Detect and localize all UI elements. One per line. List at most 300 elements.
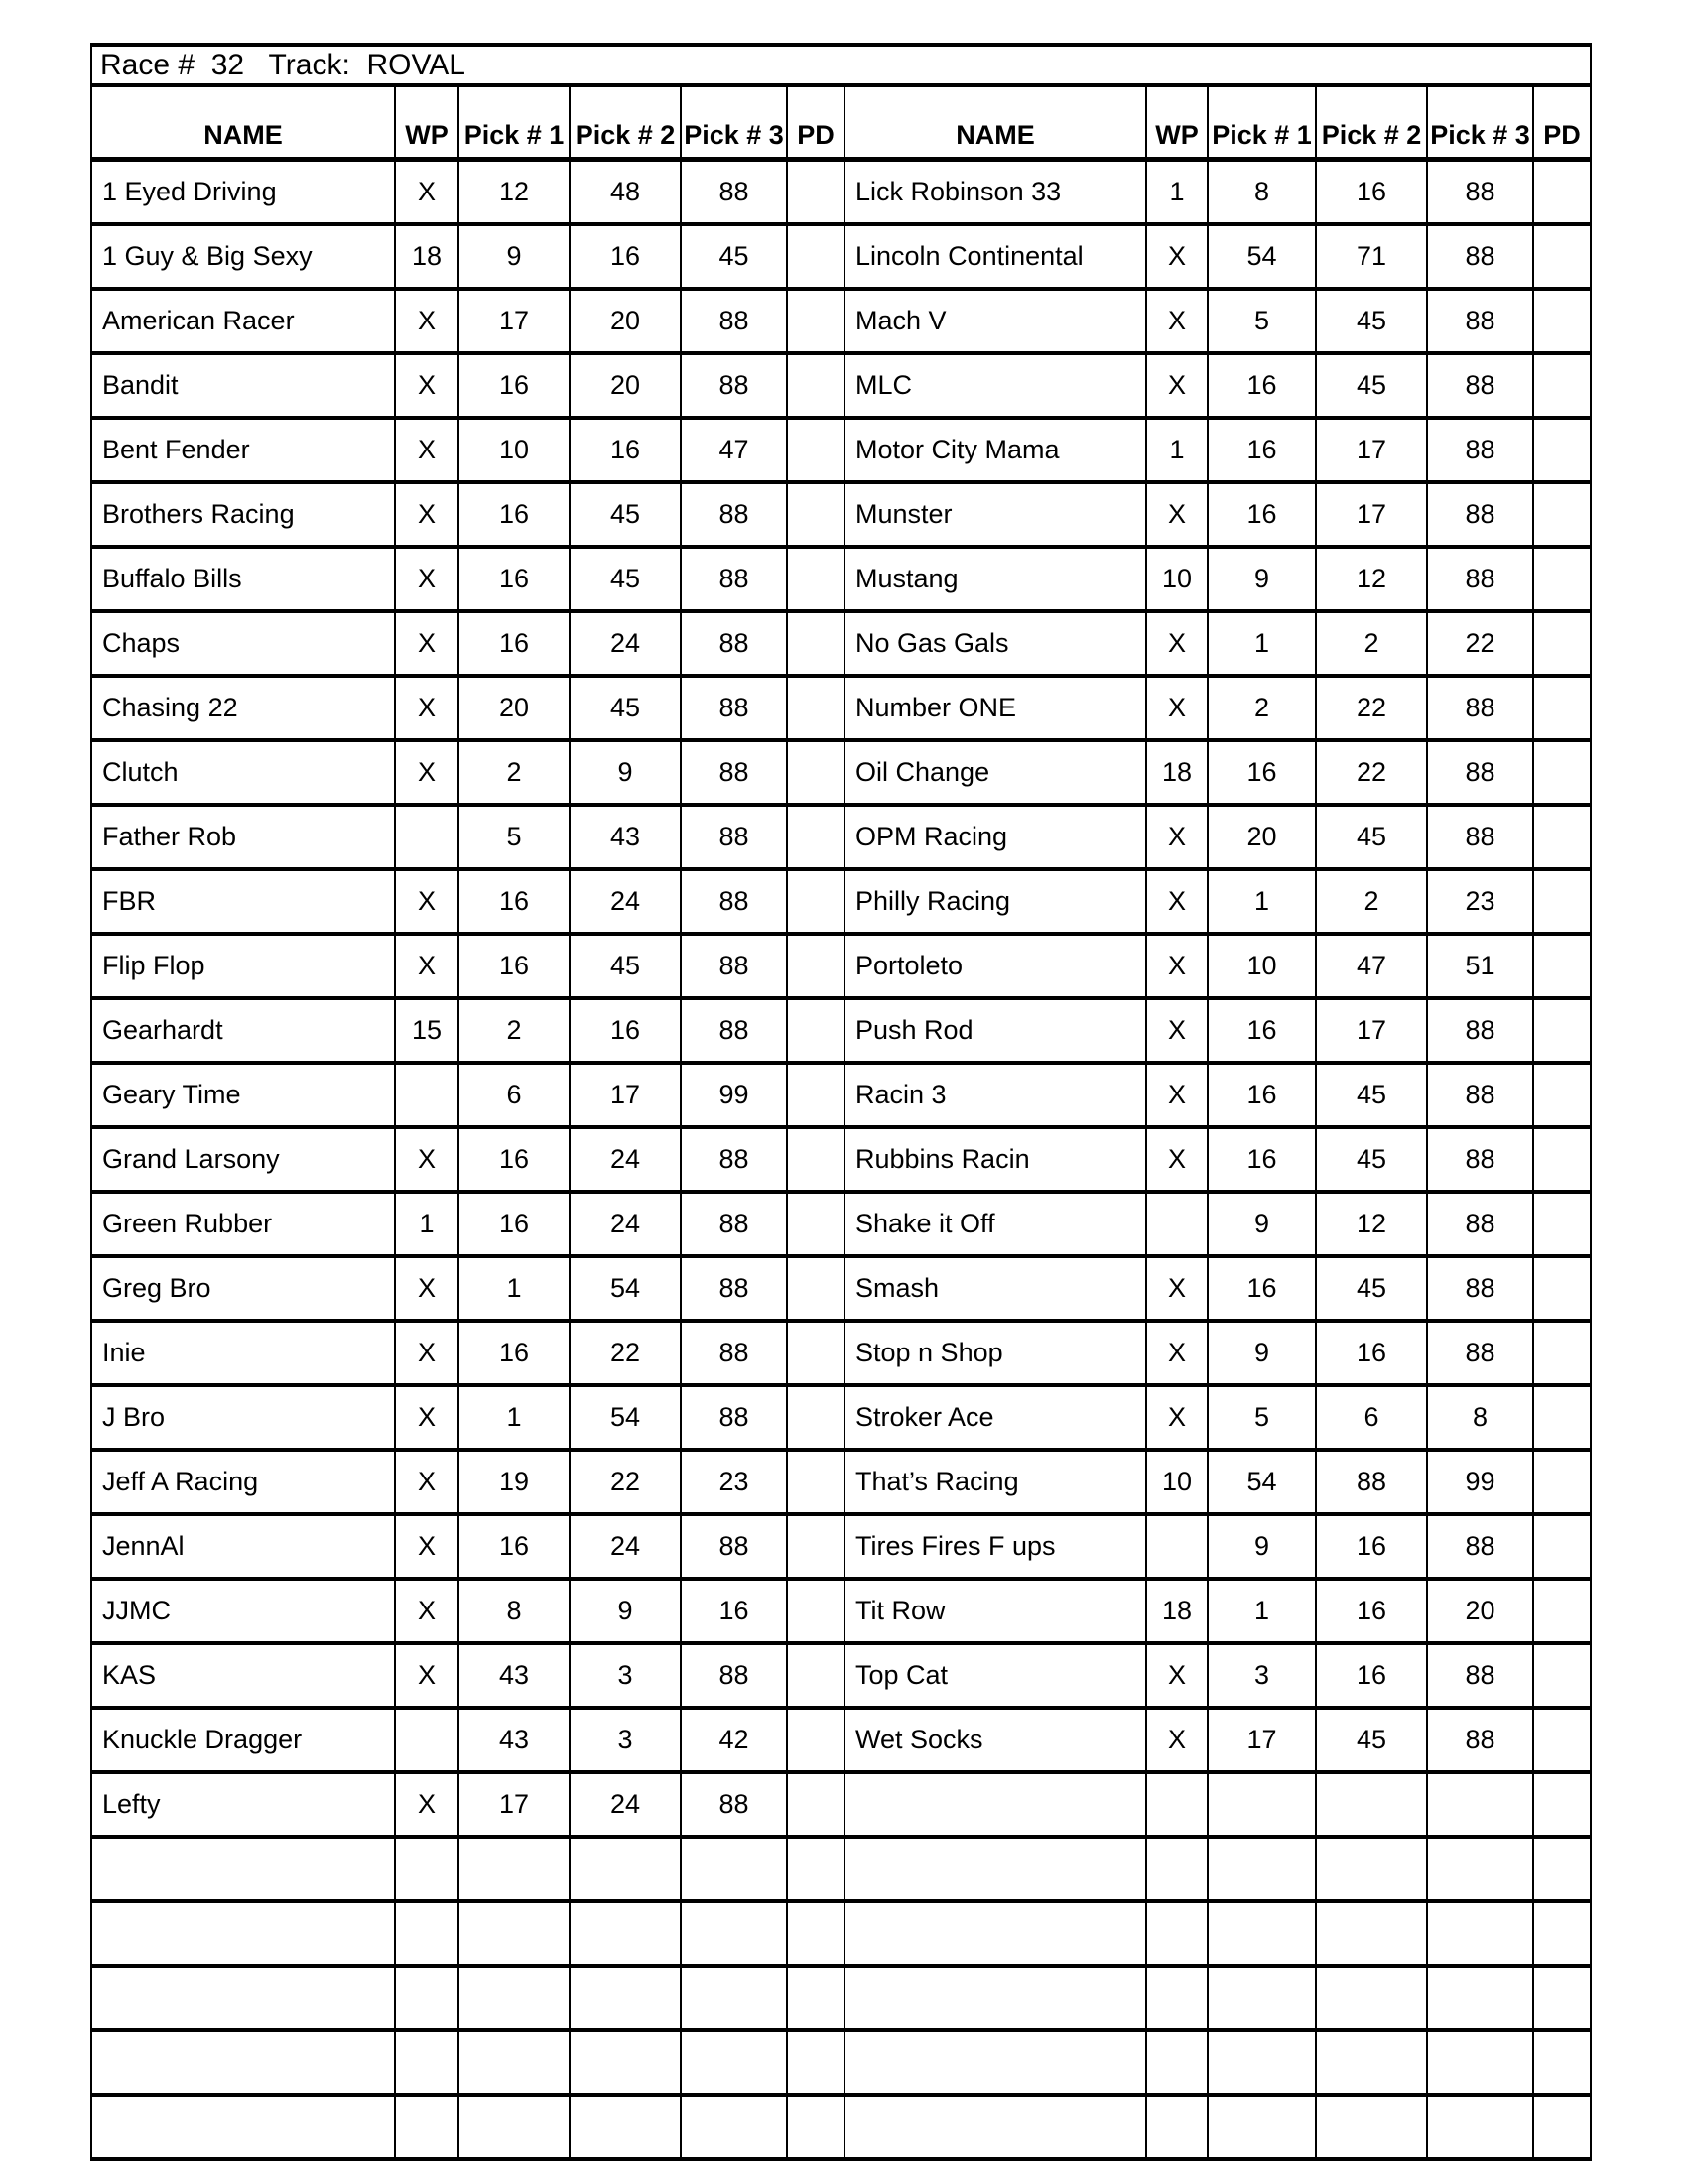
table-row — [91, 1385, 1591, 1450]
table-row — [91, 289, 1591, 353]
pick2-cell — [1316, 2095, 1427, 2159]
pd-cell — [787, 289, 844, 353]
table-row — [91, 1901, 1591, 1966]
pick2-cell: 24 — [570, 1772, 681, 1837]
pick3-cell: 88 — [1427, 1321, 1533, 1385]
pd-cell — [787, 418, 844, 482]
wp-cell: X — [395, 1127, 458, 1192]
pick2-cell: 88 — [1316, 1450, 1427, 1514]
pick3-cell: 88 — [681, 547, 787, 611]
pick2-cell: 48 — [570, 160, 681, 224]
wp-cell — [1146, 1514, 1208, 1579]
wp-cell: X — [1146, 353, 1208, 418]
table-row — [91, 1192, 1591, 1256]
wp-cell — [395, 1708, 458, 1772]
table-row — [91, 1321, 1591, 1385]
pick1-cell — [1208, 2095, 1316, 2159]
table-row — [91, 547, 1591, 611]
pd-cell — [787, 1321, 844, 1385]
name-cell: JJMC — [91, 1579, 395, 1643]
pd-cell — [787, 1514, 844, 1579]
pd-cell — [787, 1256, 844, 1321]
pick3-cell: 88 — [681, 869, 787, 934]
pd-cell — [787, 547, 844, 611]
pick1-cell: 2 — [458, 998, 570, 1063]
table-row — [91, 2095, 1591, 2159]
pd-cell — [1533, 998, 1591, 1063]
pick1-cell: 16 — [1208, 353, 1316, 418]
pick2-cell: 54 — [570, 1385, 681, 1450]
pd-cell — [1533, 869, 1591, 934]
pick2-cell — [1316, 1966, 1427, 2030]
pick3-cell — [1427, 1837, 1533, 1901]
pd-cell — [787, 353, 844, 418]
pd-cell — [1533, 1450, 1591, 1514]
pick2-cell: 16 — [570, 998, 681, 1063]
pick2-cell — [1316, 1901, 1427, 1966]
pd-cell — [1533, 934, 1591, 998]
pick2-cell: 9 — [570, 740, 681, 805]
pick2-cell: 17 — [570, 1063, 681, 1127]
pick3-cell: 88 — [681, 805, 787, 869]
pick2-cell: 45 — [1316, 1127, 1427, 1192]
wp-cell: X — [395, 289, 458, 353]
wp-cell: X — [395, 676, 458, 740]
pick1-cell: 1 — [458, 1256, 570, 1321]
table-row — [91, 1837, 1591, 1901]
pick2-cell: 45 — [570, 934, 681, 998]
pick2-cell: 71 — [1316, 224, 1427, 289]
name-cell: No Gas Gals — [844, 611, 1146, 676]
table-row — [91, 2030, 1591, 2095]
pick2-cell: 12 — [1316, 547, 1427, 611]
name-cell — [91, 1837, 395, 1901]
wp-cell: X — [395, 934, 458, 998]
wp-cell — [1146, 1192, 1208, 1256]
pick3-cell: 88 — [1427, 1063, 1533, 1127]
pd-cell — [1533, 1127, 1591, 1192]
pick3-cell: 88 — [1427, 805, 1533, 869]
pick3-cell: 88 — [681, 1772, 787, 1837]
name-cell — [91, 2095, 395, 2159]
pick3-cell: 88 — [1427, 160, 1533, 224]
pick2-cell: 45 — [570, 676, 681, 740]
pd-cell — [787, 998, 844, 1063]
pick2-cell: 45 — [1316, 1063, 1427, 1127]
wp-cell: 10 — [1146, 547, 1208, 611]
column-header: Pick # 1 — [1208, 85, 1316, 160]
pd-cell — [787, 160, 844, 224]
pd-cell — [1533, 1514, 1591, 1579]
pick3-cell: 88 — [1427, 676, 1533, 740]
pick3-cell: 88 — [1427, 1256, 1533, 1321]
wp-cell: X — [395, 1256, 458, 1321]
pick3-cell: 88 — [1427, 1127, 1533, 1192]
pick1-cell: 54 — [1208, 1450, 1316, 1514]
pick2-cell: 17 — [1316, 998, 1427, 1063]
pick2-cell: 22 — [570, 1450, 681, 1514]
pick2-cell: 45 — [1316, 805, 1427, 869]
pick2-cell — [1316, 1772, 1427, 1837]
pick2-cell: 45 — [1316, 353, 1427, 418]
pick1-cell: 16 — [458, 353, 570, 418]
pick1-cell: 9 — [1208, 1514, 1316, 1579]
wp-cell — [1146, 1966, 1208, 2030]
pick2-cell: 16 — [570, 418, 681, 482]
wp-cell: 1 — [1146, 418, 1208, 482]
pick1-cell: 16 — [1208, 1063, 1316, 1127]
pd-cell — [1533, 740, 1591, 805]
pick1-cell — [458, 2030, 570, 2095]
wp-cell: X — [395, 1385, 458, 1450]
column-header: PD — [787, 85, 844, 160]
pd-cell — [1533, 1643, 1591, 1708]
pick1-cell: 1 — [1208, 1579, 1316, 1643]
pd-cell — [1533, 482, 1591, 547]
pick1-cell: 16 — [458, 482, 570, 547]
name-cell: American Racer — [91, 289, 395, 353]
pick1-cell: 12 — [458, 160, 570, 224]
pd-cell — [787, 2030, 844, 2095]
name-cell — [844, 1966, 1146, 2030]
pd-cell — [1533, 547, 1591, 611]
wp-cell: X — [395, 869, 458, 934]
table-row — [91, 482, 1591, 547]
pick1-cell: 16 — [1208, 482, 1316, 547]
wp-cell — [1146, 2030, 1208, 2095]
pick2-cell: 24 — [570, 1192, 681, 1256]
pick3-cell: 88 — [1427, 482, 1533, 547]
table-row — [91, 1579, 1591, 1643]
pick2-cell: 16 — [1316, 1643, 1427, 1708]
pd-cell — [787, 1966, 844, 2030]
name-cell: J Bro — [91, 1385, 395, 1450]
pd-cell — [1533, 2095, 1591, 2159]
pd-cell — [787, 224, 844, 289]
pick3-cell: 16 — [681, 1579, 787, 1643]
wp-cell: X — [1146, 611, 1208, 676]
wp-cell — [395, 1837, 458, 1901]
name-cell: Inie — [91, 1321, 395, 1385]
pick1-cell — [458, 1837, 570, 1901]
pick3-cell: 88 — [1427, 547, 1533, 611]
wp-cell: 1 — [395, 1192, 458, 1256]
wp-cell — [1146, 1837, 1208, 1901]
pick1-cell: 2 — [1208, 676, 1316, 740]
name-cell: Mach V — [844, 289, 1146, 353]
wp-cell: X — [395, 1579, 458, 1643]
pick2-cell — [570, 1837, 681, 1901]
pick1-cell — [1208, 2030, 1316, 2095]
pd-cell — [1533, 418, 1591, 482]
pick2-cell — [570, 2030, 681, 2095]
column-header: Pick # 1 — [458, 85, 570, 160]
pick1-cell: 16 — [458, 1192, 570, 1256]
pick3-cell — [1427, 1966, 1533, 2030]
table-row — [91, 353, 1591, 418]
pick2-cell: 3 — [570, 1643, 681, 1708]
pick1-cell: 16 — [458, 547, 570, 611]
wp-cell: X — [395, 1772, 458, 1837]
pd-cell — [1533, 353, 1591, 418]
pick2-cell: 20 — [570, 289, 681, 353]
pick2-cell: 24 — [570, 611, 681, 676]
name-cell: Munster — [844, 482, 1146, 547]
pick1-cell: 2 — [458, 740, 570, 805]
wp-cell: 15 — [395, 998, 458, 1063]
name-cell: JennAl — [91, 1514, 395, 1579]
pick3-cell: 88 — [1427, 1514, 1533, 1579]
pick1-cell: 6 — [458, 1063, 570, 1127]
table-row — [91, 998, 1591, 1063]
pick3-cell: 20 — [1427, 1579, 1533, 1643]
pick2-cell: 16 — [1316, 1514, 1427, 1579]
name-cell: Top Cat — [844, 1643, 1146, 1708]
name-cell: Stop n Shop — [844, 1321, 1146, 1385]
name-cell: OPM Racing — [844, 805, 1146, 869]
pick3-cell: 51 — [1427, 934, 1533, 998]
pick3-cell: 88 — [681, 353, 787, 418]
name-cell: Oil Change — [844, 740, 1146, 805]
pick2-cell: 16 — [570, 224, 681, 289]
pd-cell — [1533, 1901, 1591, 1966]
pick1-cell: 20 — [1208, 805, 1316, 869]
pick2-cell: 43 — [570, 805, 681, 869]
name-cell: 1 Eyed Driving — [91, 160, 395, 224]
pd-cell — [787, 676, 844, 740]
wp-cell: 10 — [1146, 1450, 1208, 1514]
pd-cell — [787, 1708, 844, 1772]
name-cell: Gearhardt — [91, 998, 395, 1063]
pd-cell — [1533, 611, 1591, 676]
wp-cell: 18 — [395, 224, 458, 289]
wp-cell: X — [1146, 224, 1208, 289]
pd-cell — [1533, 1385, 1591, 1450]
name-cell — [844, 1901, 1146, 1966]
pick3-cell — [681, 1966, 787, 2030]
pick1-cell — [1208, 1966, 1316, 2030]
pick2-cell: 24 — [570, 1127, 681, 1192]
wp-cell — [1146, 1901, 1208, 1966]
name-cell — [844, 2030, 1146, 2095]
table-row — [91, 676, 1591, 740]
pick1-cell: 8 — [1208, 160, 1316, 224]
pd-cell — [1533, 2030, 1591, 2095]
pick3-cell: 88 — [681, 160, 787, 224]
pick2-cell: 24 — [570, 869, 681, 934]
name-cell: Brothers Racing — [91, 482, 395, 547]
pd-cell — [787, 740, 844, 805]
pd-cell — [787, 1127, 844, 1192]
pd-cell — [787, 1772, 844, 1837]
pick1-cell: 16 — [458, 1321, 570, 1385]
pick1-cell: 16 — [1208, 418, 1316, 482]
pick2-cell: 17 — [1316, 482, 1427, 547]
table-row — [91, 869, 1591, 934]
pick1-cell: 16 — [458, 1127, 570, 1192]
wp-cell: X — [395, 160, 458, 224]
wp-cell — [1146, 2095, 1208, 2159]
pd-cell — [1533, 160, 1591, 224]
pd-cell — [787, 1579, 844, 1643]
column-header: NAME — [91, 85, 395, 160]
pick3-cell — [1427, 2095, 1533, 2159]
name-cell: KAS — [91, 1643, 395, 1708]
name-cell: Stroker Ace — [844, 1385, 1146, 1450]
pick3-cell: 88 — [681, 1643, 787, 1708]
pick1-cell: 20 — [458, 676, 570, 740]
wp-cell: X — [395, 611, 458, 676]
pd-cell — [787, 869, 844, 934]
pick2-cell: 45 — [1316, 1256, 1427, 1321]
name-cell: That’s Racing — [844, 1450, 1146, 1514]
wp-cell — [395, 1063, 458, 1127]
name-cell: Lefty — [91, 1772, 395, 1837]
pick3-cell: 88 — [1427, 1192, 1533, 1256]
pick1-cell: 16 — [458, 1514, 570, 1579]
pick2-cell: 45 — [1316, 289, 1427, 353]
name-cell: Flip Flop — [91, 934, 395, 998]
name-cell: Mustang — [844, 547, 1146, 611]
pick1-cell: 43 — [458, 1643, 570, 1708]
pick1-cell — [1208, 1901, 1316, 1966]
name-cell: Racin 3 — [844, 1063, 1146, 1127]
name-cell — [91, 2030, 395, 2095]
pick3-cell: 45 — [681, 224, 787, 289]
pick2-cell: 45 — [570, 482, 681, 547]
column-header: WP — [1146, 85, 1208, 160]
name-cell: Rubbins Racin — [844, 1127, 1146, 1192]
wp-cell: X — [1146, 289, 1208, 353]
pick2-cell: 6 — [1316, 1385, 1427, 1450]
pick2-cell: 20 — [570, 353, 681, 418]
pd-cell — [787, 1901, 844, 1966]
pick3-cell: 88 — [681, 1321, 787, 1385]
name-cell: Buffalo Bills — [91, 547, 395, 611]
pick2-cell — [1316, 1837, 1427, 1901]
name-cell: Wet Socks — [844, 1708, 1146, 1772]
name-cell: Greg Bro — [91, 1256, 395, 1321]
wp-cell: X — [395, 1643, 458, 1708]
column-header: Pick # 3 — [681, 85, 787, 160]
title-row — [91, 45, 1591, 85]
pick1-cell: 5 — [458, 805, 570, 869]
pd-cell — [1533, 224, 1591, 289]
table-row — [91, 418, 1591, 482]
pick1-cell: 5 — [1208, 1385, 1316, 1450]
table-row — [91, 1256, 1591, 1321]
wp-cell: X — [1146, 1321, 1208, 1385]
name-cell: Chasing 22 — [91, 676, 395, 740]
table-body — [91, 160, 1591, 2159]
pick2-cell: 12 — [1316, 1192, 1427, 1256]
pick1-cell: 1 — [458, 1385, 570, 1450]
pick2-cell — [570, 2095, 681, 2159]
pick2-cell: 54 — [570, 1256, 681, 1321]
pick3-cell: 23 — [681, 1450, 787, 1514]
pick3-cell: 88 — [681, 1127, 787, 1192]
pick2-cell: 22 — [570, 1321, 681, 1385]
name-cell — [91, 1901, 395, 1966]
table-row — [91, 1450, 1591, 1514]
pd-cell — [1533, 1708, 1591, 1772]
name-cell: Chaps — [91, 611, 395, 676]
pick2-cell: 2 — [1316, 611, 1427, 676]
table-row — [91, 1063, 1591, 1127]
pick2-cell: 24 — [570, 1514, 681, 1579]
pick3-cell: 88 — [1427, 289, 1533, 353]
pd-cell — [1533, 1321, 1591, 1385]
pick1-cell: 9 — [458, 224, 570, 289]
pick1-cell: 17 — [1208, 1708, 1316, 1772]
pd-cell — [787, 482, 844, 547]
name-cell: FBR — [91, 869, 395, 934]
pick3-cell: 88 — [681, 1514, 787, 1579]
wp-cell — [395, 2030, 458, 2095]
pick2-cell: 45 — [570, 547, 681, 611]
pick3-cell — [681, 1837, 787, 1901]
pick1-cell: 19 — [458, 1450, 570, 1514]
pick1-cell: 16 — [458, 611, 570, 676]
pick2-cell: 2 — [1316, 869, 1427, 934]
wp-cell: 1 — [1146, 160, 1208, 224]
pick1-cell: 10 — [458, 418, 570, 482]
pick2-cell: 16 — [1316, 1321, 1427, 1385]
pick3-cell: 88 — [1427, 998, 1533, 1063]
pick2-cell: 16 — [1316, 1579, 1427, 1643]
name-cell: Shake it Off — [844, 1192, 1146, 1256]
name-cell: Tires Fires F ups — [844, 1514, 1146, 1579]
pick3-cell: 99 — [681, 1063, 787, 1127]
pick3-cell: 88 — [681, 934, 787, 998]
name-cell: Clutch — [91, 740, 395, 805]
pick3-cell — [681, 2095, 787, 2159]
pick1-cell: 10 — [1208, 934, 1316, 998]
pd-cell — [1533, 1966, 1591, 2030]
table-row — [91, 611, 1591, 676]
name-cell: Bandit — [91, 353, 395, 418]
wp-cell: X — [1146, 1708, 1208, 1772]
pick1-cell: 16 — [1208, 998, 1316, 1063]
pick3-cell: 88 — [681, 1385, 787, 1450]
name-cell: Portoleto — [844, 934, 1146, 998]
wp-cell — [395, 2095, 458, 2159]
table-row — [91, 160, 1591, 224]
pick2-cell: 17 — [1316, 418, 1427, 482]
name-cell: Number ONE — [844, 676, 1146, 740]
wp-cell: X — [1146, 1256, 1208, 1321]
table-row — [91, 740, 1591, 805]
pick2-cell: 9 — [570, 1579, 681, 1643]
pd-cell — [787, 1837, 844, 1901]
pick3-cell — [681, 1901, 787, 1966]
pick3-cell: 88 — [681, 1256, 787, 1321]
wp-cell: X — [1146, 1643, 1208, 1708]
name-cell: Tit Row — [844, 1579, 1146, 1643]
pick1-cell: 16 — [458, 934, 570, 998]
wp-cell: X — [395, 740, 458, 805]
pick1-cell: 43 — [458, 1708, 570, 1772]
table-row — [91, 1772, 1591, 1837]
name-cell: Lick Robinson 33 — [844, 160, 1146, 224]
pick1-cell: 5 — [1208, 289, 1316, 353]
pick2-cell: 22 — [1316, 676, 1427, 740]
pick3-cell: 99 — [1427, 1450, 1533, 1514]
wp-cell: 18 — [1146, 1579, 1208, 1643]
name-cell: Geary Time — [91, 1063, 395, 1127]
column-header: WP — [395, 85, 458, 160]
pick1-cell: 16 — [1208, 1127, 1316, 1192]
